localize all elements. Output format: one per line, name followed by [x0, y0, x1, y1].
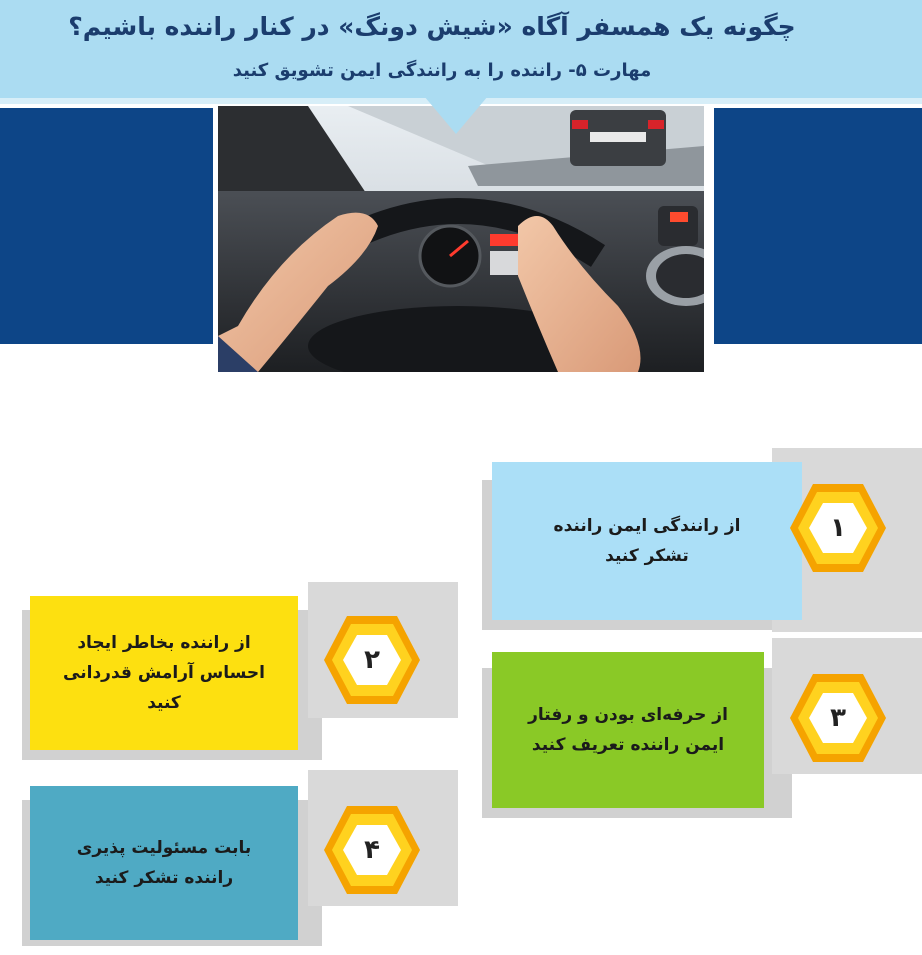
step-2-number: ۲ [364, 645, 380, 675]
step-3-text-line-1: از حرفه‌ای بودن و رفتار [528, 705, 728, 725]
steering-wheel-photo [218, 106, 704, 372]
step-1-text-line-1: از رانندگی ایمن راننده [553, 516, 741, 536]
step-4-text-line-1: بابت مسئولیت پذیری [76, 838, 252, 858]
step-4-number: ۴ [364, 835, 380, 865]
step-1-box [492, 462, 802, 620]
step-2-box [30, 596, 298, 750]
step-1-hexagon-badge [788, 478, 888, 578]
header-pointer [424, 96, 488, 134]
step-3-box [492, 652, 764, 808]
page-title: چگونه یک همسفر آگاه «شیش دونگ» در کنار راننده باشیم؟ [68, 12, 796, 41]
page-subtitle: مهارت ۵- راننده را به رانندگی ایمن تشویق کنید [232, 60, 652, 81]
step-4-hexagon-badge [322, 800, 422, 900]
step-4-text-line-2: راننده تشکر کنید [94, 868, 234, 888]
blue-band-left [0, 108, 213, 344]
step-4-box [30, 786, 298, 940]
step-3-text-line-2: ایمن راننده تعریف کنید [531, 735, 725, 755]
step-1-text-line-2: تشکر کنید [605, 546, 689, 566]
step-2-text-line-3: کنید [147, 693, 181, 713]
step-1-number: ۱ [830, 513, 846, 543]
blue-band-right [714, 108, 922, 344]
car-interior-illustration [218, 106, 704, 372]
step-2-text-line-1: از راننده بخاطر ایجاد [77, 633, 251, 653]
step-3-number: ۳ [830, 703, 846, 733]
step-2-hexagon-badge [322, 610, 422, 710]
step-3-hexagon-badge [788, 668, 888, 768]
step-2-text-line-2: احساس آرامش قدردانی [63, 663, 265, 683]
